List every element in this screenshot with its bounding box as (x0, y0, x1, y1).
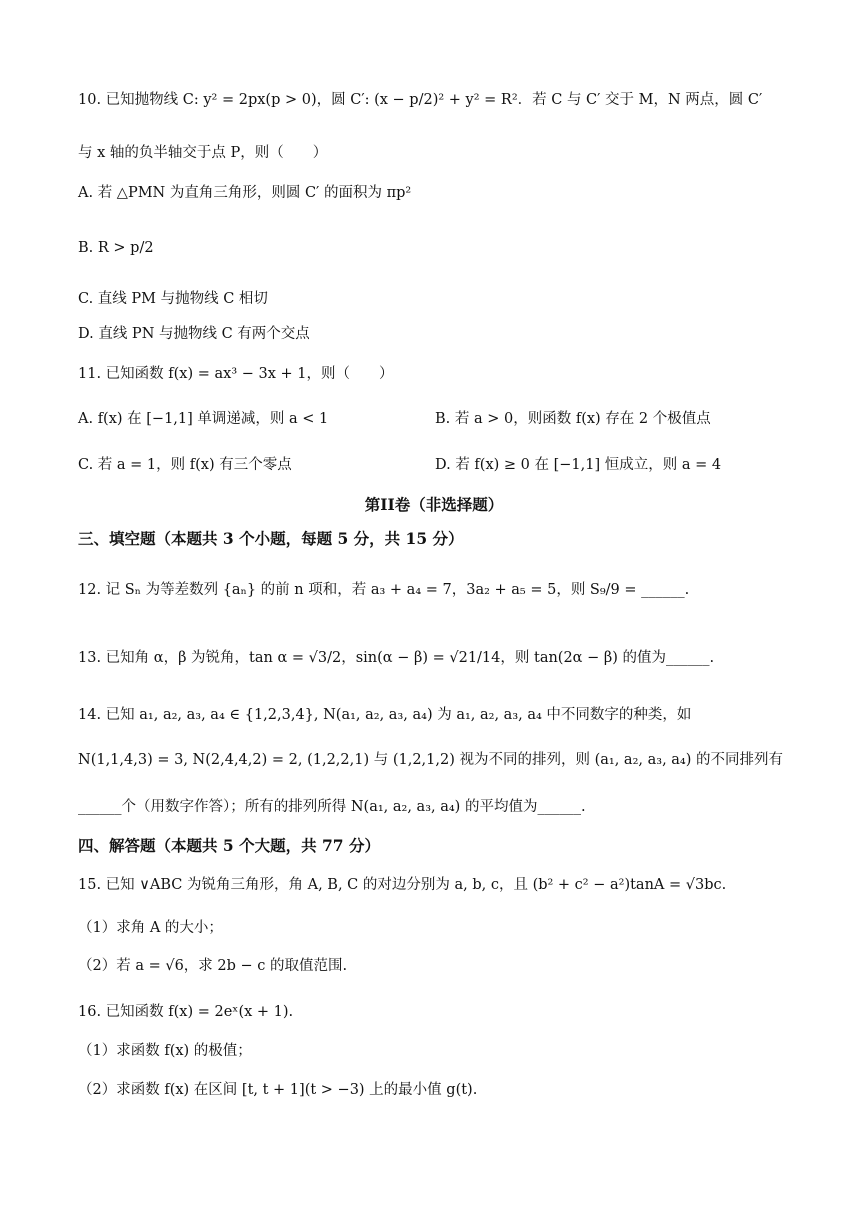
q15-stem: 15. 已知 ∨ABC 为锐角三角形，角 A, B, C 的对边分别为 a, b, c，且 (b² + c² − a²)tanA = √3bc. (78, 877, 727, 893)
q16-stem: 16. 已知函数 f(x) = 2eˣ(x + 1). (78, 1004, 294, 1020)
section4-title: 四、解答题（本题共 5 个大题，共 77 分） (78, 836, 380, 855)
q16-part1: （1）求函数 f(x) 的极值； (78, 1043, 252, 1059)
q10-stem-line2: 与 x 轴的负半轴交于点 P，则（ ） (78, 145, 328, 161)
q10-option-d: D. 直线 PN 与抛物线 C 有两个交点 (78, 326, 310, 342)
q11-option-b: B. 若 a > 0，则函数 f(x) 存在 2 个极值点 (435, 411, 711, 427)
part2-title: 第II卷（非选择题） (364, 495, 504, 514)
q11-option-a: A. f(x) 在 [−1,1] 单调递减，则 a < 1 (78, 411, 329, 427)
q15-part1: （1）求角 A 的大小； (78, 920, 223, 936)
q10-option-a: A. 若 △PMN 为直角三角形，则圆 C′ 的面积为 πp² (78, 185, 412, 201)
q10-option-b: B. R > p/2 (78, 240, 154, 256)
q14-line1: 14. 已知 a₁, a₂, a₃, a₄ ∈ {1,2,3,4}, N(a₁, a₂, a₃, a₄) 为 a₁, a₂, a₃, a₄ 中不同数字的种类，如 (78, 707, 692, 723)
q11-option-c: C. 若 a = 1，则 f(x) 有三个零点 (78, 457, 292, 473)
q14-line2: N(1,1,4,3) = 3, N(2,4,4,2) = 2, (1,2,2,1) 与 (1,2,1,2) 视为不同的排列，则 (a₁, a₂, a₃, a₄) 的不同排列有 (78, 752, 784, 768)
q10-option-c: C. 直线 PM 与抛物线 C 相切 (78, 291, 268, 307)
q11-option-d: D. 若 f(x) ≥ 0 在 [−1,1] 恒成立，则 a = 4 (435, 457, 722, 473)
q16-part2: （2）求函数 f(x) 在区间 [t, t + 1](t > −3) 上的最小值 g(t). (78, 1082, 478, 1098)
section3-title: 三、填空题（本题共 3 个小题，每题 5 分，共 15 分） (78, 529, 464, 548)
q12: 12. 记 Sₙ 为等差数列 {aₙ} 的前 n 项和，若 a₃ + a₄ = 7，3a₂ + a₅ = 5，则 S₉/9 = ______. (78, 582, 690, 598)
q11-stem: 11. 已知函数 f(x) = ax³ − 3x + 1，则（ ） (78, 366, 394, 382)
q15-part2: （2）若 a = √6，求 2b − c 的取值范围. (78, 958, 348, 974)
q10-stem-line1: 10. 已知抛物线 C: y² = 2px(p > 0)，圆 C′: (x − p/2)² + y² = R²．若 C 与 C′ 交于 M，N 两点，圆 C′ (78, 92, 763, 108)
q14-line3: ______个（用数字作答）；所有的排列所得 N(a₁, a₂, a₃, a₄) 的平均值为______. (78, 799, 586, 815)
q13: 13. 已知角 α，β 为锐角，tan α = √3/2，sin(α − β) = √21/14，则 tan(2α − β) 的值为______. (78, 650, 715, 666)
